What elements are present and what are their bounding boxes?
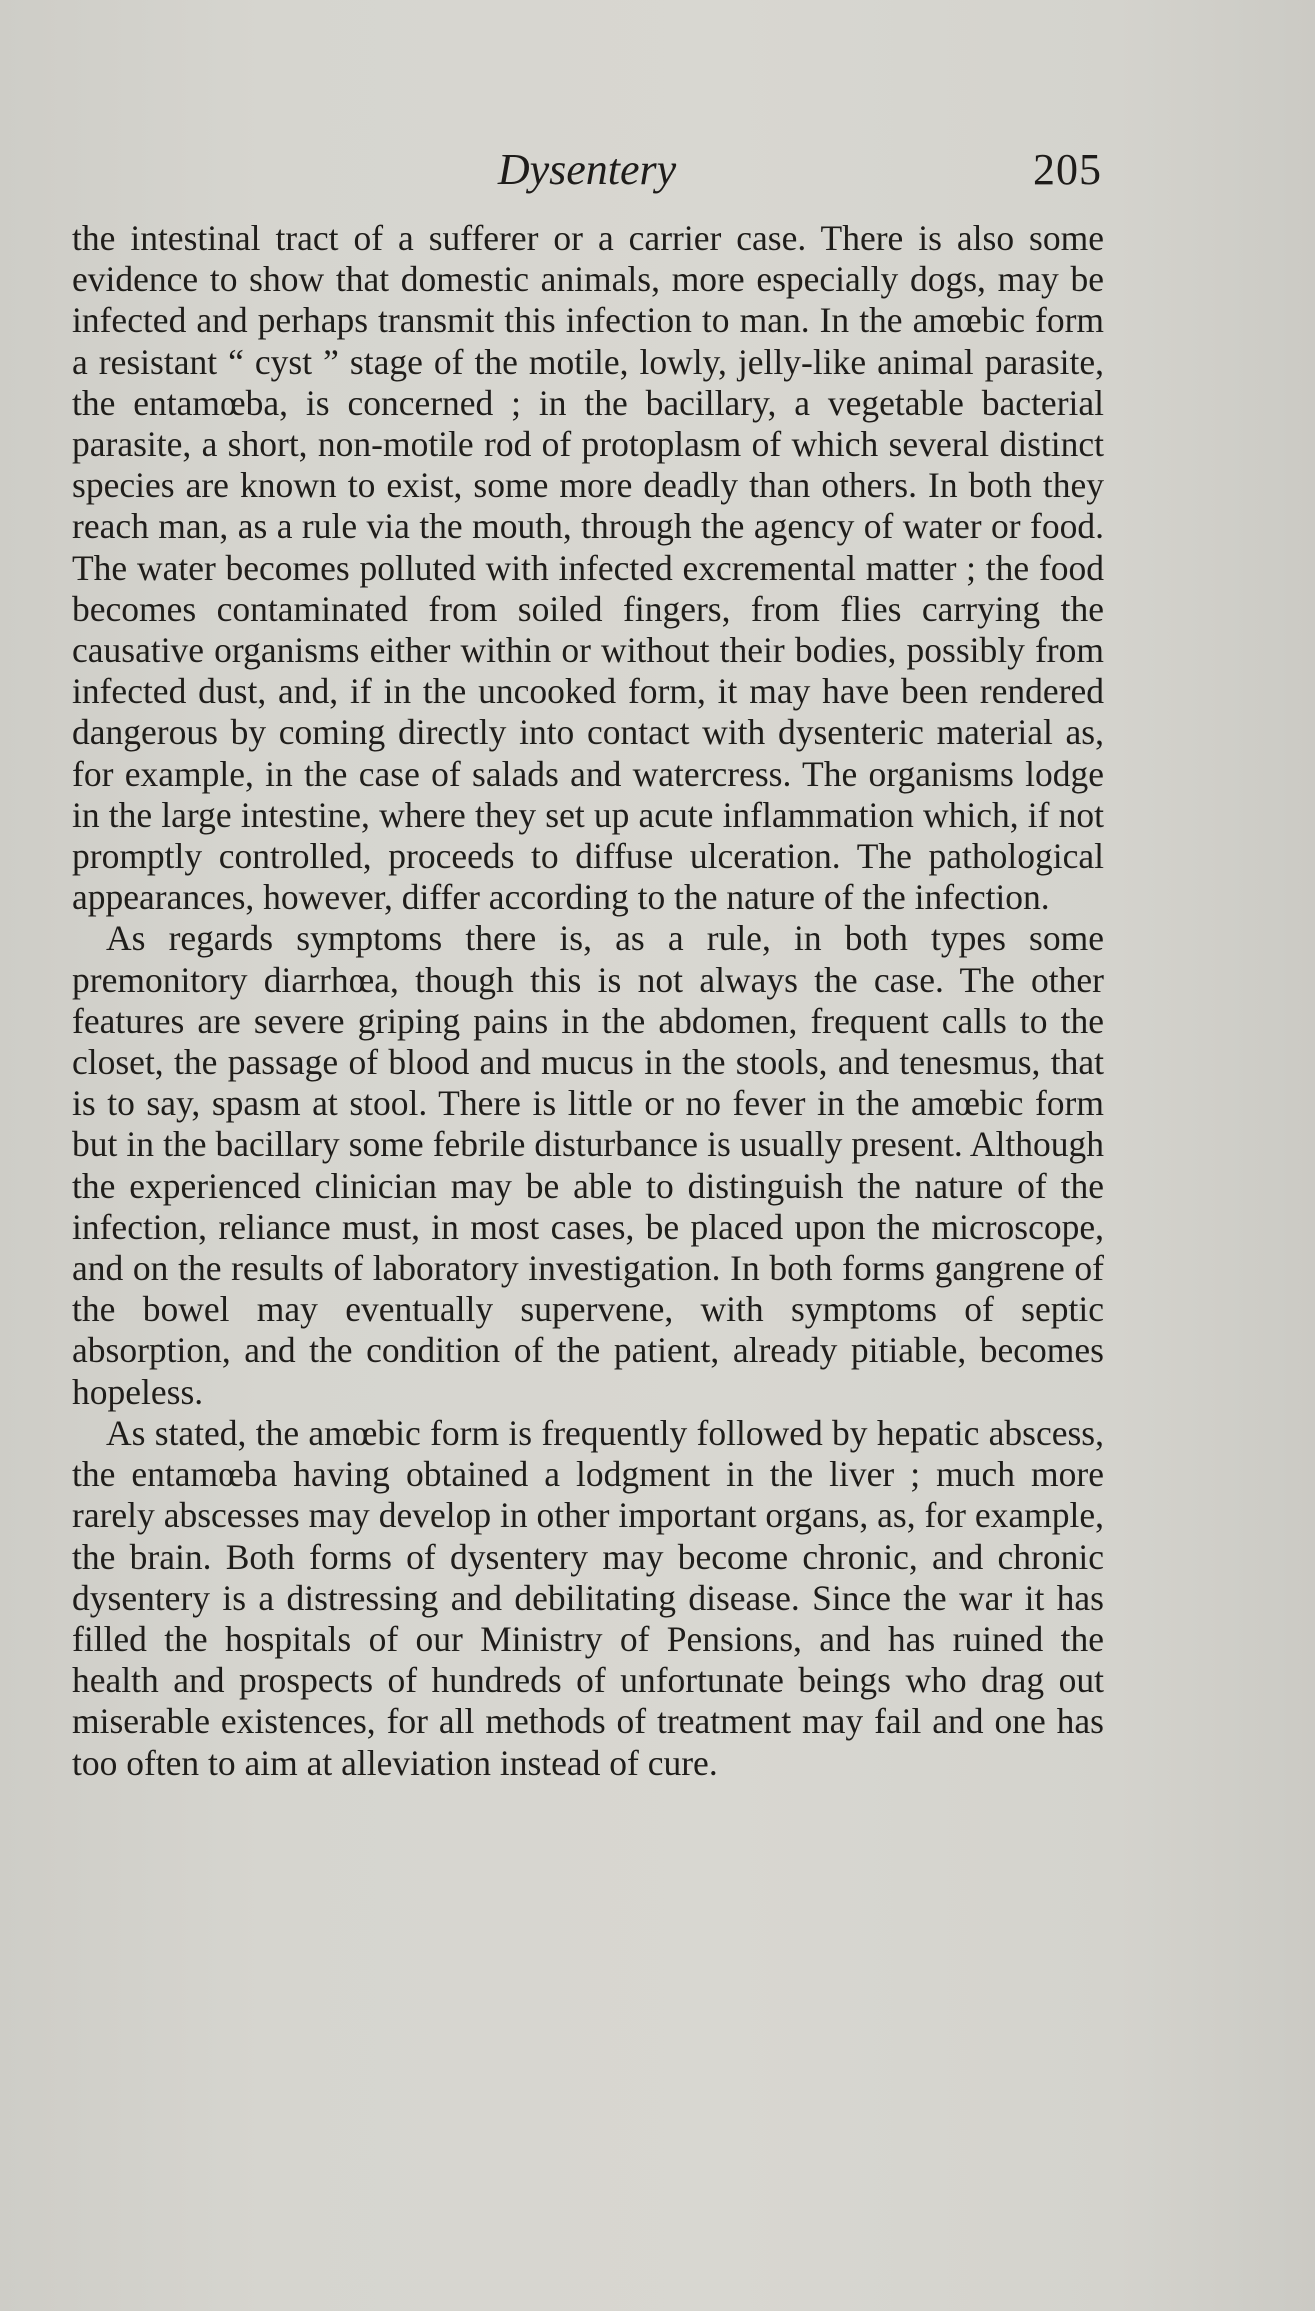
paragraph-complications: As stated, the amœbic form is frequently followed by hepatic abscess, the entamœba having obtained a lodgment in the liver ; much more rarely abscesses may develop in other important organs, as, for example, the brain. Both forms of dysentery may become chronic, and chronic dysentery is a distressing and debilitating disease. Since the war it has filled the hospitals of our Ministry of Pensions, and has ruined the health and prospects of hundreds of unfortunate beings who drag out miserable existences, for all methods of treatment may fail and one has too often to aim at alleviation instead of cure. — [72, 1412, 1104, 1783]
running-head — [72, 140, 1102, 200]
page-number: 205 — [1033, 145, 1102, 194]
body-text — [72, 218, 1104, 1784]
running-title: Dysentery — [497, 145, 677, 194]
paragraph-symptoms: As regards symptoms there is, as a rule, in both types some premonitory diarrhœa, though this is not always the case. The other features are severe griping pains in the abdomen, frequent calls to the closet, the passage of blood and mucus in the stools, and tenesmus, that is to say, spasm at stool. There is little or no fever in the amœbic form but in the bacillary some febrile disturbance is usually present. Although the experienced clinician may be able to distinguish the nature of the infection, reliance must, in most cases, be placed upon the microscope, and on the results of laboratory investigation. In both forms gangrene of the bowel may eventually supervene, with symptoms of septic absorption, and the condition of the patient, already pitiable, becomes hopeless. — [72, 918, 1104, 1412]
paragraph-continuation: the intestinal tract of a sufferer or a carrier case. There is also some evidence to show that domestic animals, more especially dogs, may be infected and perhaps transmit this infection to man. In the amœbic form a resistant “ cyst ” stage of the motile, lowly, jelly-like animal parasite, the entamœba, is concerned ; in the bacillary, a vegetable bacterial parasite, a short, non-motile rod of protoplasm of which several distinct species are known to exist, some more deadly than others. In both they reach man, as a rule via the mouth, through the agency of water or food. The water becomes polluted with infected excremental matter ; the food becomes contaminated from soiled fingers, from flies carrying the causative organisms either within or without their bodies, possibly from infected dust, and, if in the uncooked form, it may have been rendered dangerous by coming directly into contact with dysenteric material as, for example, in the case of salads and watercress. The organisms lodge in the large intestine, where they set up acute inflammation which, if not promptly controlled, proceeds to diffuse ulceration. The pathological appearances, however, differ according to the nature of the infection. — [72, 218, 1104, 918]
